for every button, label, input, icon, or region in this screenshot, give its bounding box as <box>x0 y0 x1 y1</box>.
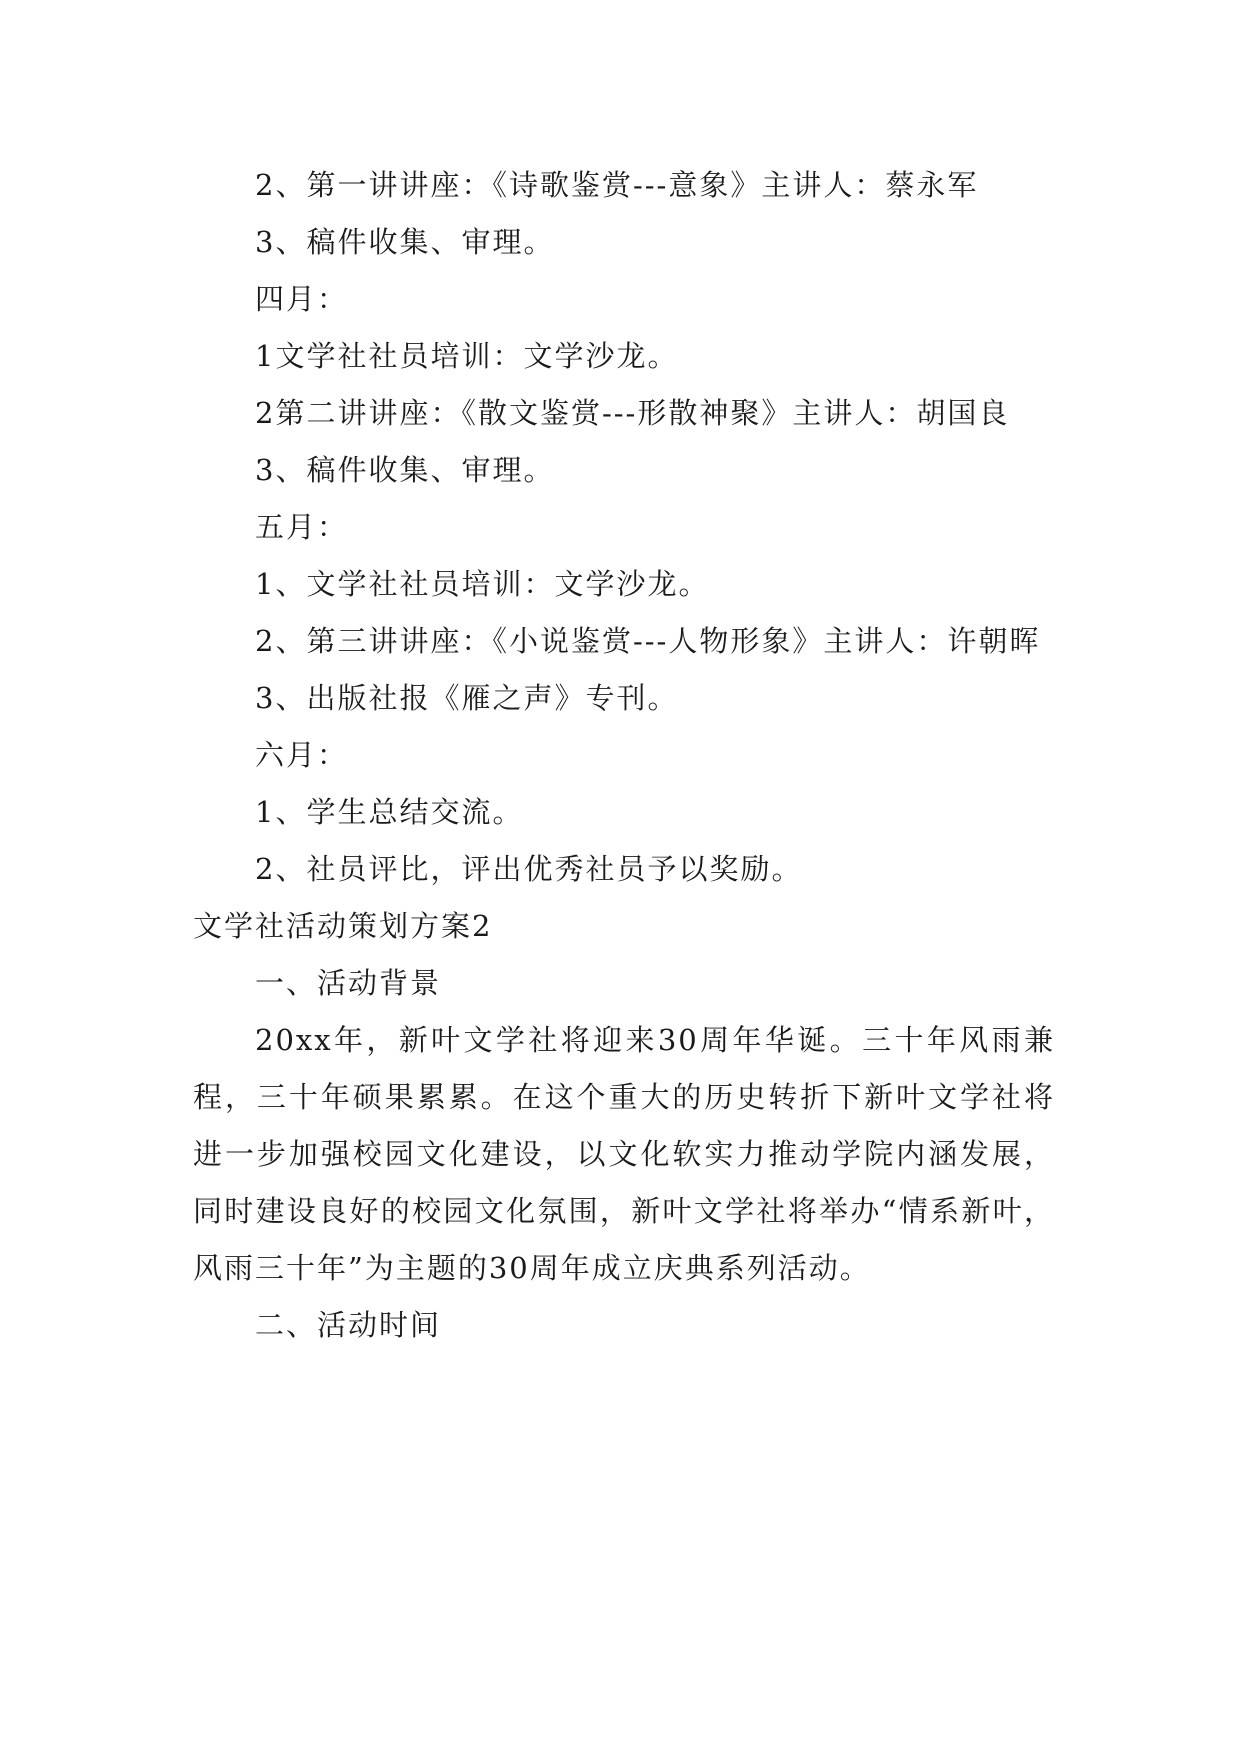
section-title-plan-2: 文学社活动策划方案2 <box>193 909 493 943</box>
month-heading-april: 四月： <box>255 282 349 316</box>
paragraph-manuscript-review-april: 3、稿件收集、审理。 <box>255 453 555 487</box>
paragraph-background-body: 20xx年，新叶文学社将迎来30周年华诞。三十年风雨兼程，三十年硕果累累。在这个重大的历史转折下新叶文学社将进一步加强校园文化建设，以文化软实力推动学院内涵发展，同时建设良好的校园文化氛围，新叶文学社将举办“情系新叶，风雨三十年”为主题的30周年成立庆典系列活动。 <box>193 1023 1055 1285</box>
month-heading-may: 五月： <box>255 510 349 544</box>
section-heading-time: 二、活动时间 <box>255 1308 442 1342</box>
paragraph-member-award: 2、社员评比，评出优秀社员予以奖励。 <box>255 852 803 886</box>
month-heading-june: 六月： <box>255 738 349 772</box>
paragraph-special-issue: 3、出版社报《雁之声》专刊。 <box>255 681 679 715</box>
paragraph-lecture-2: 2第二讲讲座：《散文鉴赏---形散神聚》主讲人：胡国良 <box>255 396 1010 430</box>
paragraph-manuscript-review-march: 3、稿件收集、审理。 <box>255 225 555 259</box>
document-body <box>193 157 1055 1354</box>
paragraph-summary-exchange: 1、学生总结交流。 <box>255 795 524 829</box>
section-heading-background: 一、活动背景 <box>255 966 442 1000</box>
paragraph-lecture-1: 2、第一讲讲座：《诗歌鉴赏---意象》主讲人：蔡永军 <box>255 168 979 202</box>
paragraph-lecture-3: 2、第三讲讲座：《小说鉴赏---人物形象》主讲人：许朝晖 <box>255 624 1041 658</box>
paragraph-training-april: 1文学社社员培训：文学沙龙。 <box>255 339 679 373</box>
paragraph-training-may: 1、文学社社员培训：文学沙龙。 <box>255 567 710 601</box>
